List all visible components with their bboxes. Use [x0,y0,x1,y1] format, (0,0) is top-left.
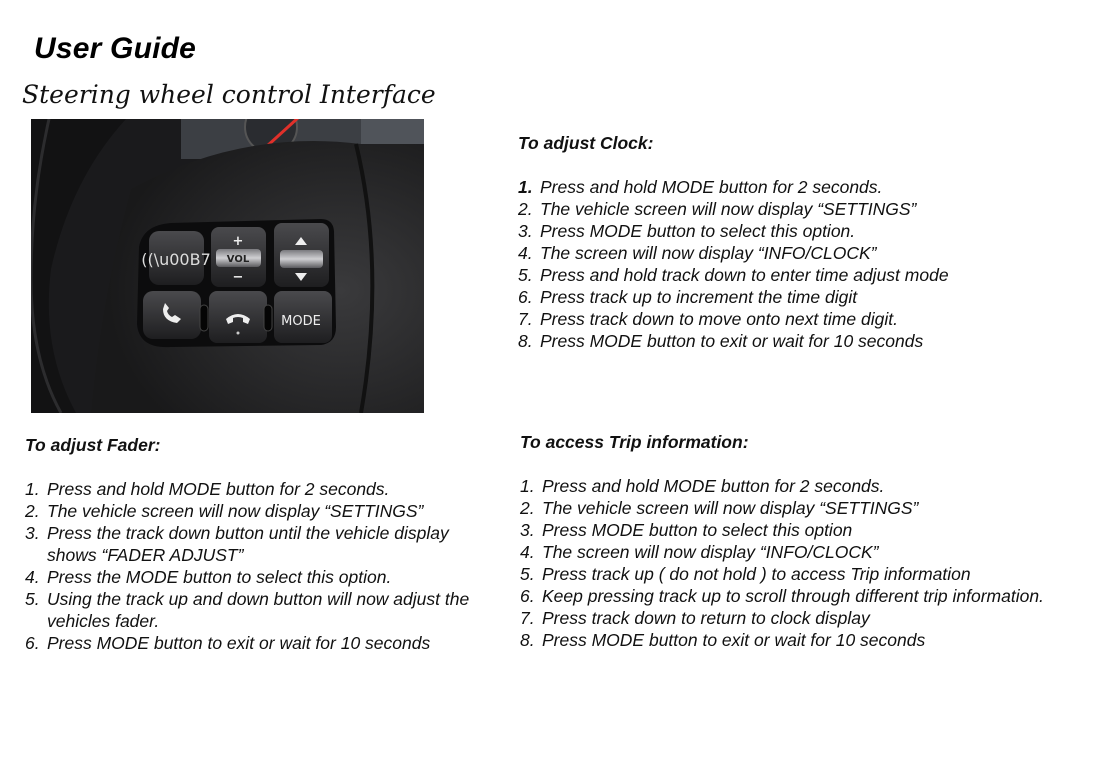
vol-label: VOL [226,254,250,265]
clock-steps [518,176,1088,352]
steering-wheel-photo [31,119,424,413]
page-title: User Guide [34,32,197,65]
list-item: 6. Press MODE button to exit or wait for 10 seconds [25,633,431,653]
list-item: 7. Press track down to return to clock display [520,608,870,628]
list-item: 1. Press and hold MODE button for 2 seconds. [25,479,390,499]
fader-section [25,435,495,654]
list-item: 2. The vehicle screen will now display “SETTINGS” [518,199,917,219]
list-item: 1. Press and hold MODE button for 2 seconds. [520,476,885,496]
list-item: 2. The vehicle screen will now display “SETTINGS” [25,501,424,521]
trip-heading: To access Trip information: [520,432,749,452]
list-item: 8. Press MODE button to exit or wait for 10 seconds [518,331,924,351]
list-item: 4. Press the MODE button to select this option. [25,567,392,587]
fader-heading: To adjust Fader: [25,435,161,455]
list-item: 3. Press the track down button until the vehicle display shows “FADER ADJUST” [25,523,449,565]
list-item: 7. Press track down to move onto next time digit. [518,309,898,329]
vol-minus-label: − [232,270,244,285]
list-item: 3. Press MODE button to select this option. [518,221,856,241]
trip-steps [520,475,1090,651]
fader-steps [25,478,495,654]
trip-section [520,432,1090,651]
clock-section [518,133,1088,352]
mode-label: MODE [281,314,321,329]
list-item: 6. Keep pressing track up to scroll through different trip information. [520,586,1044,606]
list-item: 5. Press and hold track down to enter time adjust mode [518,265,949,285]
vol-plus-label: + [232,234,244,249]
list-item: 2. The vehicle screen will now display “SETTINGS” [520,498,919,518]
list-item: 8. Press MODE button to exit or wait for 10 seconds [520,630,926,650]
list-item: 6. Press track up to increment the time digit [518,287,858,307]
list-item: 5. Press track up ( do not hold ) to access Trip information [520,564,971,584]
clock-heading: To adjust Clock: [518,133,654,153]
list-item: 3. Press MODE button to select this option [520,520,853,540]
page-subtitle: Steering wheel control Interface [22,80,436,109]
list-item: 4. The screen will now display “INFO/CLOCK” [518,243,877,263]
svg-text:((\u00B7: ((\u00B7 [141,250,211,269]
list-item: 5. Using the track up and down button will now adjust the vehicles fader. [25,589,470,631]
list-item: 1. Press and hold MODE button for 2 seconds. [518,177,883,197]
list-item: 4. The screen will now display “INFO/CLOCK” [520,542,879,562]
